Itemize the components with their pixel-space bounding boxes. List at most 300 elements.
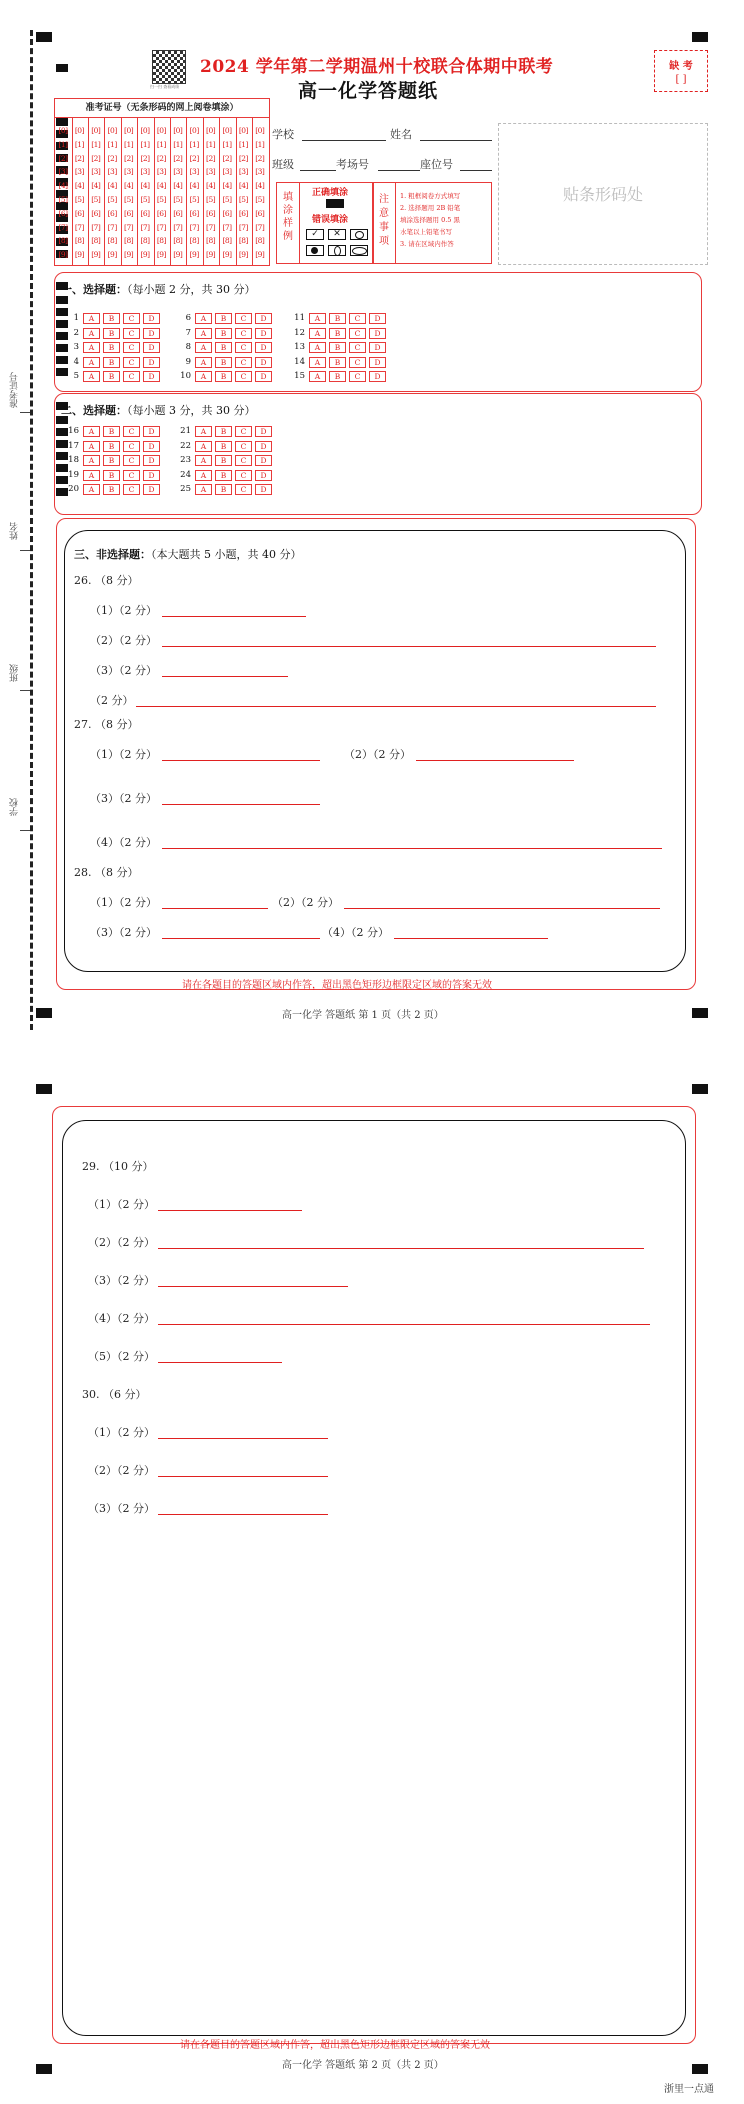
side-tick bbox=[20, 412, 30, 413]
candidate-digit-bubble[interactable]: [9] bbox=[156, 250, 166, 260]
mcq-option-b[interactable]: B bbox=[103, 484, 120, 495]
mcq-option-d[interactable]: D bbox=[143, 342, 160, 353]
mcq-option-c[interactable]: C bbox=[123, 342, 140, 353]
candidate-digit-bubble[interactable]: [5] bbox=[58, 195, 68, 204]
candidate-digit-bubble[interactable]: [5] bbox=[140, 195, 150, 204]
mcq-option-a[interactable]: A bbox=[83, 455, 100, 466]
mcq-option-a[interactable]: A bbox=[83, 328, 100, 339]
corner-mark bbox=[36, 2064, 52, 2074]
candidate-digit-bubble[interactable]: [6] bbox=[140, 208, 150, 218]
mcq-option-b[interactable]: B bbox=[329, 328, 346, 339]
q26-part4-line[interactable] bbox=[136, 706, 656, 707]
mcq-option-b[interactable]: B bbox=[215, 426, 232, 437]
mcq-option-a[interactable]: A bbox=[195, 484, 212, 495]
notice-item: 3. 请在区域内作答 bbox=[400, 240, 454, 248]
candidate-digit-bubble[interactable]: [0] bbox=[107, 126, 117, 135]
name-field[interactable] bbox=[420, 140, 492, 141]
candidate-digit-bubble[interactable]: [8] bbox=[255, 236, 265, 246]
mcq-option-d[interactable]: D bbox=[369, 342, 386, 353]
mcq-option-d[interactable]: D bbox=[255, 426, 272, 437]
candidate-digit-bubble[interactable]: [1] bbox=[206, 139, 216, 149]
exam-title: 2024 学年第二学期温州十校联合体期中联考 bbox=[200, 57, 554, 77]
mcq-option-a[interactable]: A bbox=[195, 441, 212, 452]
mcq-option-c[interactable]: C bbox=[235, 371, 252, 382]
candidate-digit-bubble[interactable]: [9] bbox=[58, 250, 68, 260]
candidate-digit-bubble[interactable]: [3] bbox=[91, 167, 101, 177]
candidate-digit-bubble[interactable]: [5] bbox=[173, 195, 183, 204]
candidate-digit-bubble[interactable]: [4] bbox=[189, 181, 199, 191]
mcq-option-d[interactable]: D bbox=[255, 328, 272, 339]
notice-body bbox=[395, 183, 492, 263]
mcq-option-a[interactable]: A bbox=[195, 342, 212, 353]
candidate-digit-bubble[interactable]: [0] bbox=[140, 126, 150, 135]
candidate-digit-bubble[interactable]: [3] bbox=[156, 167, 166, 177]
candidate-digit-bubble[interactable]: [0] bbox=[206, 126, 216, 135]
candidate-number-column bbox=[121, 118, 139, 266]
notice-item: 水笔以上铅笔书写 bbox=[400, 228, 452, 236]
candidate-digit-bubble[interactable]: [9] bbox=[255, 250, 265, 260]
candidate-digit-bubble[interactable]: [5] bbox=[189, 195, 199, 204]
q28-part2-line[interactable] bbox=[344, 908, 660, 909]
q28-part3-line[interactable] bbox=[162, 938, 320, 939]
candidate-digit-bubble[interactable]: [8] bbox=[91, 236, 101, 246]
candidate-digit-bubble[interactable]: [0] bbox=[173, 126, 183, 135]
candidate-digit-bubble[interactable]: [8] bbox=[124, 236, 134, 246]
sample-body bbox=[299, 183, 374, 263]
candidate-number-column bbox=[252, 118, 269, 266]
q30-part1-label: （1）（2 分） bbox=[88, 1426, 155, 1439]
q27-part3-line[interactable] bbox=[162, 804, 320, 805]
candidate-digit-bubble[interactable]: [0] bbox=[189, 126, 199, 135]
mcq-option-d[interactable]: D bbox=[143, 357, 160, 368]
mcq-option-b[interactable]: B bbox=[215, 357, 232, 368]
mcq-option-b[interactable]: B bbox=[103, 441, 120, 452]
q29-part4-label: （4）（2 分） bbox=[88, 1312, 155, 1325]
mcq-option-a[interactable]: A bbox=[195, 455, 212, 466]
mcq-option-c[interactable]: C bbox=[349, 342, 366, 353]
mcq-option-b[interactable]: B bbox=[329, 357, 346, 368]
mcq-option-c[interactable]: C bbox=[349, 313, 366, 324]
candidate-digit-bubble[interactable]: [4] bbox=[124, 181, 134, 191]
candidate-digit-bubble[interactable]: [6] bbox=[173, 208, 183, 218]
candidate-digit-bubble[interactable]: [0] bbox=[222, 126, 232, 135]
qr-code bbox=[152, 50, 186, 84]
candidate-digit-bubble[interactable]: [2] bbox=[255, 153, 265, 163]
mcq-option-b[interactable]: B bbox=[103, 455, 120, 466]
candidate-digit-bubble[interactable]: [7] bbox=[91, 222, 101, 232]
q28-part4-line[interactable] bbox=[394, 938, 548, 939]
mcq-option-c[interactable]: C bbox=[235, 426, 252, 437]
q26-part3-line[interactable] bbox=[162, 676, 288, 677]
mcq-option-c[interactable]: C bbox=[235, 470, 252, 481]
q29-part3-line[interactable] bbox=[158, 1286, 348, 1287]
candidate-digit-bubble[interactable]: [2] bbox=[74, 153, 84, 163]
candidate-digit-bubble[interactable]: [7] bbox=[74, 222, 84, 232]
candidate-digit-bubble[interactable]: [9] bbox=[124, 250, 134, 260]
barcode-label: 贴条形码处 bbox=[562, 185, 643, 204]
candidate-digit-bubble[interactable]: [5] bbox=[74, 195, 84, 204]
candidate-digit-bubble[interactable]: [0] bbox=[91, 126, 101, 135]
candidate-digit-bubble[interactable]: [2] bbox=[189, 153, 199, 163]
candidate-digit-bubble[interactable]: [1] bbox=[74, 139, 84, 149]
candidate-digit-bubble[interactable]: [8] bbox=[107, 236, 117, 246]
candidate-digit-bubble[interactable]: [7] bbox=[206, 222, 216, 232]
mcq-option-b[interactable]: B bbox=[103, 342, 120, 353]
candidate-digit-bubble[interactable]: [6] bbox=[91, 208, 101, 218]
mcq-question-number: 12 bbox=[294, 327, 305, 338]
candidate-digit-bubble[interactable]: [9] bbox=[189, 250, 199, 260]
candidate-digit-bubble[interactable]: [3] bbox=[173, 167, 183, 177]
mcq-option-d[interactable]: D bbox=[255, 455, 272, 466]
candidate-digit-bubble[interactable]: [4] bbox=[222, 181, 232, 191]
mcq-option-c[interactable]: C bbox=[235, 357, 252, 368]
q29-part1-line[interactable] bbox=[158, 1210, 302, 1211]
candidate-digit-bubble[interactable]: [8] bbox=[206, 236, 216, 246]
seat-field[interactable] bbox=[460, 170, 492, 171]
candidate-digit-bubble[interactable]: [3] bbox=[74, 167, 84, 177]
candidate-digit-bubble[interactable]: [8] bbox=[140, 236, 150, 246]
q27-part1-line[interactable] bbox=[162, 760, 320, 761]
q28-part1-line[interactable] bbox=[162, 908, 268, 909]
mcq-option-b[interactable]: B bbox=[103, 371, 120, 382]
candidate-digit-bubble[interactable]: [4] bbox=[173, 181, 183, 191]
mcq-option-b[interactable]: B bbox=[103, 357, 120, 368]
mcq-option-d[interactable]: D bbox=[143, 313, 160, 324]
mcq-question-number: 20 bbox=[68, 484, 79, 495]
absent-label: 缺 考 bbox=[669, 61, 693, 72]
candidate-digit-bubble[interactable]: [4] bbox=[255, 181, 265, 191]
candidate-digit-bubble[interactable]: [7] bbox=[173, 222, 183, 232]
candidate-digit-bubble[interactable]: [9] bbox=[140, 250, 150, 260]
mcq-option-b[interactable]: B bbox=[215, 455, 232, 466]
candidate-digit-bubble[interactable]: [5] bbox=[206, 195, 216, 204]
candidate-digit-bubble[interactable]: [5] bbox=[124, 195, 134, 204]
mcq-option-a[interactable]: A bbox=[83, 313, 100, 324]
candidate-digit-bubble[interactable]: [3] bbox=[58, 167, 68, 177]
mcq-option-b[interactable]: B bbox=[329, 371, 346, 382]
mcq-option-c[interactable]: C bbox=[235, 441, 252, 452]
mcq-option-d[interactable]: D bbox=[143, 455, 160, 466]
candidate-digit-bubble[interactable]: [4] bbox=[107, 181, 117, 191]
mcq-option-d[interactable]: D bbox=[255, 470, 272, 481]
corner-mark bbox=[692, 32, 708, 42]
mcq-option-d[interactable]: D bbox=[143, 470, 160, 481]
candidate-digit-bubble[interactable]: [0] bbox=[255, 126, 265, 135]
mcq-option-c[interactable]: C bbox=[235, 455, 252, 466]
q28-part4-label: （4）（2 分） bbox=[322, 926, 389, 939]
mcq-option-c[interactable]: C bbox=[123, 313, 140, 324]
candidate-digit-bubble[interactable]: [8] bbox=[238, 236, 248, 246]
mcq-option-c[interactable]: C bbox=[123, 371, 140, 382]
mcq-option-a[interactable]: A bbox=[83, 371, 100, 382]
candidate-digit-bubble[interactable]: [8] bbox=[222, 236, 232, 246]
q30-part1-line[interactable] bbox=[158, 1438, 328, 1439]
candidate-digit-bubble[interactable]: [6] bbox=[124, 208, 134, 218]
corner-mark bbox=[36, 1008, 52, 1018]
candidate-digit-bubble[interactable]: [6] bbox=[58, 208, 68, 218]
mcq-option-c[interactable]: C bbox=[235, 313, 252, 324]
mcq-option-b[interactable]: B bbox=[215, 484, 232, 495]
candidate-digit-bubble[interactable]: [1] bbox=[107, 139, 117, 149]
absent-box[interactable] bbox=[654, 50, 708, 92]
mcq-option-a[interactable]: A bbox=[309, 357, 326, 368]
mcq-option-c[interactable]: C bbox=[235, 342, 252, 353]
mcq-option-a[interactable]: A bbox=[309, 313, 326, 324]
mcq-option-b[interactable]: B bbox=[103, 313, 120, 324]
candidate-digit-bubble[interactable]: [4] bbox=[156, 181, 166, 191]
mcq-question-number: 1 bbox=[73, 313, 79, 323]
q29-part5-line[interactable] bbox=[158, 1362, 282, 1363]
candidate-digit-bubble[interactable]: [8] bbox=[173, 236, 183, 246]
section-3-sub: （本大题共 5 小题，共 40 分） bbox=[151, 548, 302, 561]
mcq-option-c[interactable]: C bbox=[123, 357, 140, 368]
candidate-digit-bubble[interactable]: [9] bbox=[206, 250, 216, 260]
candidate-digit-bubble[interactable]: [7] bbox=[124, 222, 134, 232]
candidate-digit-bubble[interactable]: [4] bbox=[238, 181, 248, 191]
wrong-dot-icon bbox=[306, 245, 324, 256]
mcq-question-number: 17 bbox=[68, 440, 79, 451]
candidate-digit-bubble[interactable]: [6] bbox=[222, 208, 232, 218]
mcq-option-b[interactable]: B bbox=[103, 426, 120, 437]
mcq-option-d[interactable]: D bbox=[143, 426, 160, 437]
mcq-option-b[interactable]: B bbox=[103, 470, 120, 481]
mcq-option-d[interactable]: D bbox=[143, 371, 160, 382]
q26-part1-line[interactable] bbox=[162, 616, 306, 617]
candidate-digit-bubble[interactable]: [2] bbox=[124, 153, 134, 163]
candidate-digit-bubble[interactable]: [0] bbox=[156, 126, 166, 135]
candidate-digit-bubble[interactable]: [6] bbox=[156, 208, 166, 218]
mcq-option-c[interactable]: C bbox=[235, 328, 252, 339]
candidate-digit-bubble[interactable]: [1] bbox=[173, 139, 183, 149]
candidate-digit-bubble[interactable]: [4] bbox=[91, 181, 101, 191]
q26-heading: 26. （8 分） bbox=[74, 574, 139, 587]
candidate-digit-bubble[interactable]: [0] bbox=[124, 126, 134, 135]
room-label: 考场号 bbox=[336, 158, 369, 171]
mcq-option-a[interactable]: A bbox=[195, 371, 212, 382]
candidate-digit-bubble[interactable]: [8] bbox=[74, 236, 84, 246]
mcq-option-a[interactable]: A bbox=[309, 371, 326, 382]
candidate-digit-bubble[interactable]: [3] bbox=[124, 167, 134, 177]
mcq-option-d[interactable]: D bbox=[143, 328, 160, 339]
candidate-digit-bubble[interactable]: [3] bbox=[238, 167, 248, 177]
candidate-digit-bubble[interactable]: [1] bbox=[58, 139, 68, 149]
candidate-digit-bubble[interactable]: [6] bbox=[74, 208, 84, 218]
candidate-digit-bubble[interactable]: [9] bbox=[238, 250, 248, 260]
seat-label: 座位号 bbox=[420, 158, 453, 171]
mcq-option-d[interactable]: D bbox=[255, 484, 272, 495]
mcq-option-a[interactable]: A bbox=[83, 426, 100, 437]
candidate-digit-bubble[interactable]: [9] bbox=[91, 250, 101, 260]
candidate-digit-bubble[interactable]: [2] bbox=[206, 153, 216, 163]
candidate-digit-bubble[interactable]: [3] bbox=[222, 167, 232, 177]
mcq-option-c[interactable]: C bbox=[123, 484, 140, 495]
candidate-digit-bubble[interactable]: [8] bbox=[58, 236, 68, 246]
candidate-digit-bubble[interactable]: [7] bbox=[255, 222, 265, 232]
section-3-heading: 三、非选择题： bbox=[74, 548, 151, 561]
candidate-digit-bubble[interactable]: [7] bbox=[140, 222, 150, 232]
mcq-option-d[interactable]: D bbox=[255, 371, 272, 382]
candidate-digit-bubble[interactable]: [1] bbox=[140, 139, 150, 149]
mcq-option-b[interactable]: B bbox=[103, 328, 120, 339]
candidate-digit-bubble[interactable]: [0] bbox=[58, 126, 68, 135]
candidate-digit-bubble[interactable]: [7] bbox=[222, 222, 232, 232]
candidate-digit-bubble[interactable]: [4] bbox=[74, 181, 84, 191]
q30-part3-label: （3）（2 分） bbox=[88, 1502, 155, 1515]
mcq-option-c[interactable]: C bbox=[123, 328, 140, 339]
candidate-digit-bubble[interactable]: [5] bbox=[222, 195, 232, 204]
candidate-digit-bubble[interactable]: [2] bbox=[222, 153, 232, 163]
candidate-digit-bubble[interactable]: [2] bbox=[173, 153, 183, 163]
mcq-option-d[interactable]: D bbox=[255, 441, 272, 452]
mcq-option-d[interactable]: D bbox=[255, 357, 272, 368]
mcq-option-d[interactable]: D bbox=[255, 313, 272, 324]
candidate-digit-bubble[interactable]: [5] bbox=[156, 195, 166, 204]
candidate-digit-bubble[interactable]: [2] bbox=[107, 153, 117, 163]
mcq-question-number: 21 bbox=[180, 426, 191, 436]
mcq-option-c[interactable]: C bbox=[349, 371, 366, 382]
mcq-option-a[interactable]: A bbox=[83, 470, 100, 481]
q29-part2-line[interactable] bbox=[158, 1248, 644, 1249]
candidate-digit-bubble[interactable]: [9] bbox=[173, 250, 183, 260]
candidate-digit-bubble[interactable]: [0] bbox=[74, 126, 84, 135]
mcq-option-b[interactable]: B bbox=[329, 313, 346, 324]
candidate-digit-bubble[interactable]: [4] bbox=[140, 181, 150, 191]
mcq-option-a[interactable]: A bbox=[195, 313, 212, 324]
q27-part4-line[interactable] bbox=[162, 848, 662, 849]
candidate-digit-bubble[interactable]: [3] bbox=[107, 167, 117, 177]
candidate-digit-bubble[interactable]: [9] bbox=[74, 250, 84, 260]
candidate-digit-bubble[interactable]: [1] bbox=[222, 139, 232, 149]
mcq-option-a[interactable]: A bbox=[83, 342, 100, 353]
candidate-digit-bubble[interactable]: [6] bbox=[107, 208, 117, 218]
mcq-option-c[interactable]: C bbox=[123, 441, 140, 452]
candidate-digit-bubble[interactable]: [2] bbox=[238, 153, 248, 163]
mcq-option-c[interactable]: C bbox=[123, 426, 140, 437]
mcq-option-a[interactable]: A bbox=[195, 328, 212, 339]
q27-part2-line[interactable] bbox=[416, 760, 574, 761]
notice-item: 1. 粗框阅卷方式填写 bbox=[400, 192, 461, 200]
mcq-question-row bbox=[293, 357, 423, 368]
candidate-digit-bubble[interactable]: [3] bbox=[189, 167, 199, 177]
candidate-digit-bubble[interactable]: [6] bbox=[189, 208, 199, 218]
candidate-digit-bubble[interactable]: [2] bbox=[91, 153, 101, 163]
candidate-digit-bubble[interactable]: [7] bbox=[156, 222, 166, 232]
mcq-option-a[interactable]: A bbox=[309, 342, 326, 353]
mcq-option-c[interactable]: C bbox=[349, 357, 366, 368]
mcq-option-a[interactable]: A bbox=[195, 426, 212, 437]
mcq-option-c[interactable]: C bbox=[235, 484, 252, 495]
section-2-sub: （每小题 3 分，共 30 分） bbox=[127, 404, 256, 417]
section-3-title bbox=[74, 546, 301, 562]
mcq-option-b[interactable]: B bbox=[215, 342, 232, 353]
candidate-digit-bubble[interactable]: [5] bbox=[238, 195, 248, 204]
candidate-digit-bubble[interactable]: [7] bbox=[107, 222, 117, 232]
candidate-digit-bubble[interactable]: [3] bbox=[255, 167, 265, 177]
mcq-option-a[interactable]: A bbox=[195, 357, 212, 368]
q29-part4-line[interactable] bbox=[158, 1324, 650, 1325]
mcq-option-b[interactable]: B bbox=[215, 328, 232, 339]
mcq-option-a[interactable]: A bbox=[309, 328, 326, 339]
mcq-option-a[interactable]: A bbox=[195, 470, 212, 481]
candidate-digit-bubble[interactable]: [0] bbox=[238, 126, 248, 135]
mcq-option-b[interactable]: B bbox=[215, 371, 232, 382]
candidate-digit-bubble[interactable]: [8] bbox=[156, 236, 166, 246]
candidate-digit-bubble[interactable]: [1] bbox=[238, 139, 248, 149]
candidate-digit-bubble[interactable]: [9] bbox=[107, 250, 117, 260]
mcq-option-d[interactable]: D bbox=[369, 313, 386, 324]
candidate-number-column bbox=[203, 118, 221, 266]
q29-part2-label: （2）（2 分） bbox=[88, 1236, 155, 1249]
page2-warning: 请在各题目的答题区域内作答，超出黑色矩形边框限定区域的答案无效 bbox=[180, 2040, 490, 2051]
class-field[interactable] bbox=[300, 170, 336, 171]
mcq-question-number: 15 bbox=[294, 371, 305, 382]
candidate-digit-bubble[interactable]: [7] bbox=[238, 222, 248, 232]
candidate-digit-bubble[interactable]: [5] bbox=[107, 195, 117, 204]
section-2-heading: 二、选择题： bbox=[61, 404, 127, 417]
mcq-option-c[interactable]: C bbox=[123, 455, 140, 466]
mcq-option-b[interactable]: B bbox=[215, 470, 232, 481]
mcq-question-number: 24 bbox=[180, 469, 191, 480]
candidate-digit-bubble[interactable]: [1] bbox=[91, 139, 101, 149]
candidate-digit-bubble[interactable]: [6] bbox=[238, 208, 248, 218]
mcq-option-d[interactable]: D bbox=[369, 328, 386, 339]
mcq-question-number: 3 bbox=[73, 342, 79, 353]
candidate-digit-bubble[interactable]: [1] bbox=[189, 139, 199, 149]
candidate-digit-bubble[interactable]: [3] bbox=[206, 167, 216, 177]
candidate-digit-bubble[interactable]: [5] bbox=[91, 195, 101, 204]
mcq-option-d[interactable]: D bbox=[369, 371, 386, 382]
candidate-digit-bubble[interactable]: [2] bbox=[58, 153, 68, 163]
q26-part2-line[interactable] bbox=[162, 646, 656, 647]
mcq-option-a[interactable]: A bbox=[83, 441, 100, 452]
q28-part3-label: （3）（2 分） bbox=[90, 926, 157, 939]
candidate-digit-bubble[interactable]: [7] bbox=[189, 222, 199, 232]
candidate-digit-bubble[interactable]: [4] bbox=[58, 181, 68, 191]
mcq-option-d[interactable]: D bbox=[255, 342, 272, 353]
candidate-digit-bubble[interactable]: [2] bbox=[156, 153, 166, 163]
mcq-option-b[interactable]: B bbox=[215, 441, 232, 452]
mcq-option-c[interactable]: C bbox=[123, 470, 140, 481]
candidate-digit-bubble[interactable]: [2] bbox=[140, 153, 150, 163]
candidate-digit-bubble[interactable]: [1] bbox=[124, 139, 134, 149]
candidate-digit-bubble[interactable]: [3] bbox=[140, 167, 150, 177]
candidate-digit-bubble[interactable]: [1] bbox=[156, 139, 166, 149]
mcq-option-a[interactable]: A bbox=[83, 357, 100, 368]
candidate-digit-bubble[interactable]: [6] bbox=[255, 208, 265, 218]
candidate-digit-bubble[interactable]: [6] bbox=[206, 208, 216, 218]
mcq-option-b[interactable]: B bbox=[329, 342, 346, 353]
q30-part2-line[interactable] bbox=[158, 1476, 328, 1477]
mcq-option-c[interactable]: C bbox=[349, 328, 366, 339]
candidate-digit-bubble[interactable]: [9] bbox=[222, 250, 232, 260]
mcq-option-b[interactable]: B bbox=[215, 313, 232, 324]
candidate-digit-bubble[interactable]: [4] bbox=[206, 181, 216, 191]
room-field[interactable] bbox=[378, 170, 420, 171]
mcq-option-d[interactable]: D bbox=[143, 441, 160, 452]
q30-part3-line[interactable] bbox=[158, 1514, 328, 1515]
mcq-option-d[interactable]: D bbox=[143, 484, 160, 495]
mcq-option-d[interactable]: D bbox=[369, 357, 386, 368]
side-tick bbox=[20, 690, 30, 691]
section-1-title bbox=[61, 281, 255, 297]
mcq-option-a[interactable]: A bbox=[83, 484, 100, 495]
school-field[interactable] bbox=[302, 140, 386, 141]
candidate-digit-bubble[interactable]: [8] bbox=[189, 236, 199, 246]
candidate-digit-bubble[interactable]: [7] bbox=[58, 222, 68, 232]
candidate-digit-bubble[interactable]: [1] bbox=[255, 139, 265, 149]
candidate-digit-bubble[interactable]: [5] bbox=[255, 195, 265, 204]
mcq-question-number: 18 bbox=[68, 455, 79, 466]
